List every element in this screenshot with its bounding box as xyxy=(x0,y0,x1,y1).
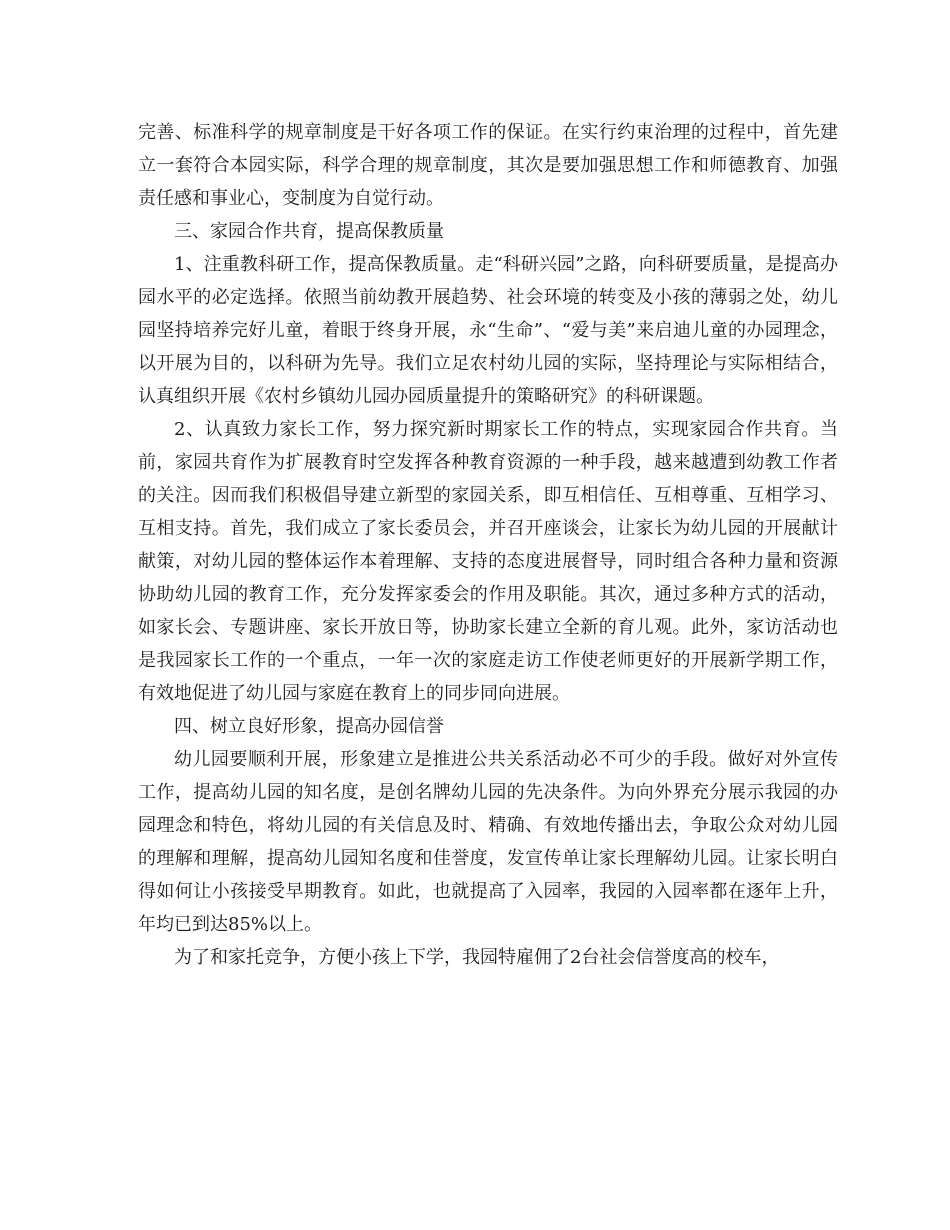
section-heading-3: 三、家园合作共育，提高保教质量 xyxy=(174,221,444,242)
section-heading-4: 四、树立良好形象，提高办园信誉 xyxy=(174,716,444,737)
paragraph-rules-conclusion: 完善、标准科学的规章制度是干好各项工作的保证。在实行约束治理的过程中，首先建立一套符合本园实际，科学合理的规章制度，其次是要加强思想工作和师德教育、加强责任感和事业心，变制度为自觉行动。 xyxy=(138,122,838,209)
paragraph-image-building: 幼儿园要顺利开展，形象建立是推进公共关系活动必不可少的手段。做好对外宣传工作，提高幼儿园的知名度，是创名牌幼儿园的先决条件。为向外界充分展示我园的办园理念和特色，将幼儿园的有关信息及时、精确、有效地传播出去，争取公众对幼儿园的理解和理解，提高幼儿园知名度和佳誉度，发宣传单让家长理解幼儿园。让家长明白得如何让小孩接受早期教育。如此，也就提高了入园率，我园的入园率都在逐年上升，年均已到达85%以上。 xyxy=(138,749,838,935)
paragraph-parent-work: 2、认真致力家长工作，努力探究新时期家长工作的特点，实现家园合作共育。当前，家园共育作为扩展教育时空发挥各种教育资源的一种手段，越来越遭到幼教工作者的关注。因而我们积极倡导建立新型的家园关系，即互相信任、互相尊重、互相学习、互相支持。首先，我们成立了家长委员会，并召开座谈会，让家长为幼儿园的开展献计献策，对幼儿园的整体运作本着理解、支持的态度进展督导，同时组合各种力量和资源协助幼儿园的教育工作，充分发挥家委会的作用及职能。其次，通过多种方式的活动，如家长会、专题讲座、家长开放日等，协助家长建立全新的育儿观。此外，家访活动也是我园家长工作的一个重点，一年一次的家庭走访工作使老师更好的开展新学期工作，有效地促进了幼儿园与家庭在教育上的同步同向进展。 xyxy=(138,419,838,704)
paragraph-research: 1、注重教科研工作，提高保教质量。走“科研兴园”之路，向科研要质量，是提高办园水平的必定选择。依照当前幼教开展趋势、社会环境的转变及小孩的薄弱之处，幼儿园坚持培养完好儿童，着眼于终身开展，永“生命”、“爱与美”来启迪儿童的办园理念，以开展为目的，以科研为先导。我们立足农村幼儿园的实际，坚持理论与实际相结合，认真组织开展《农村乡镇幼儿园办园质量提升的策略研究》的科研课题。 xyxy=(138,254,838,407)
paragraph-school-bus: 为了和家托竞争，方便小孩上下学，我园特雇佣了2台社会信誉度高的校车， xyxy=(174,947,780,968)
document-body xyxy=(138,116,838,974)
